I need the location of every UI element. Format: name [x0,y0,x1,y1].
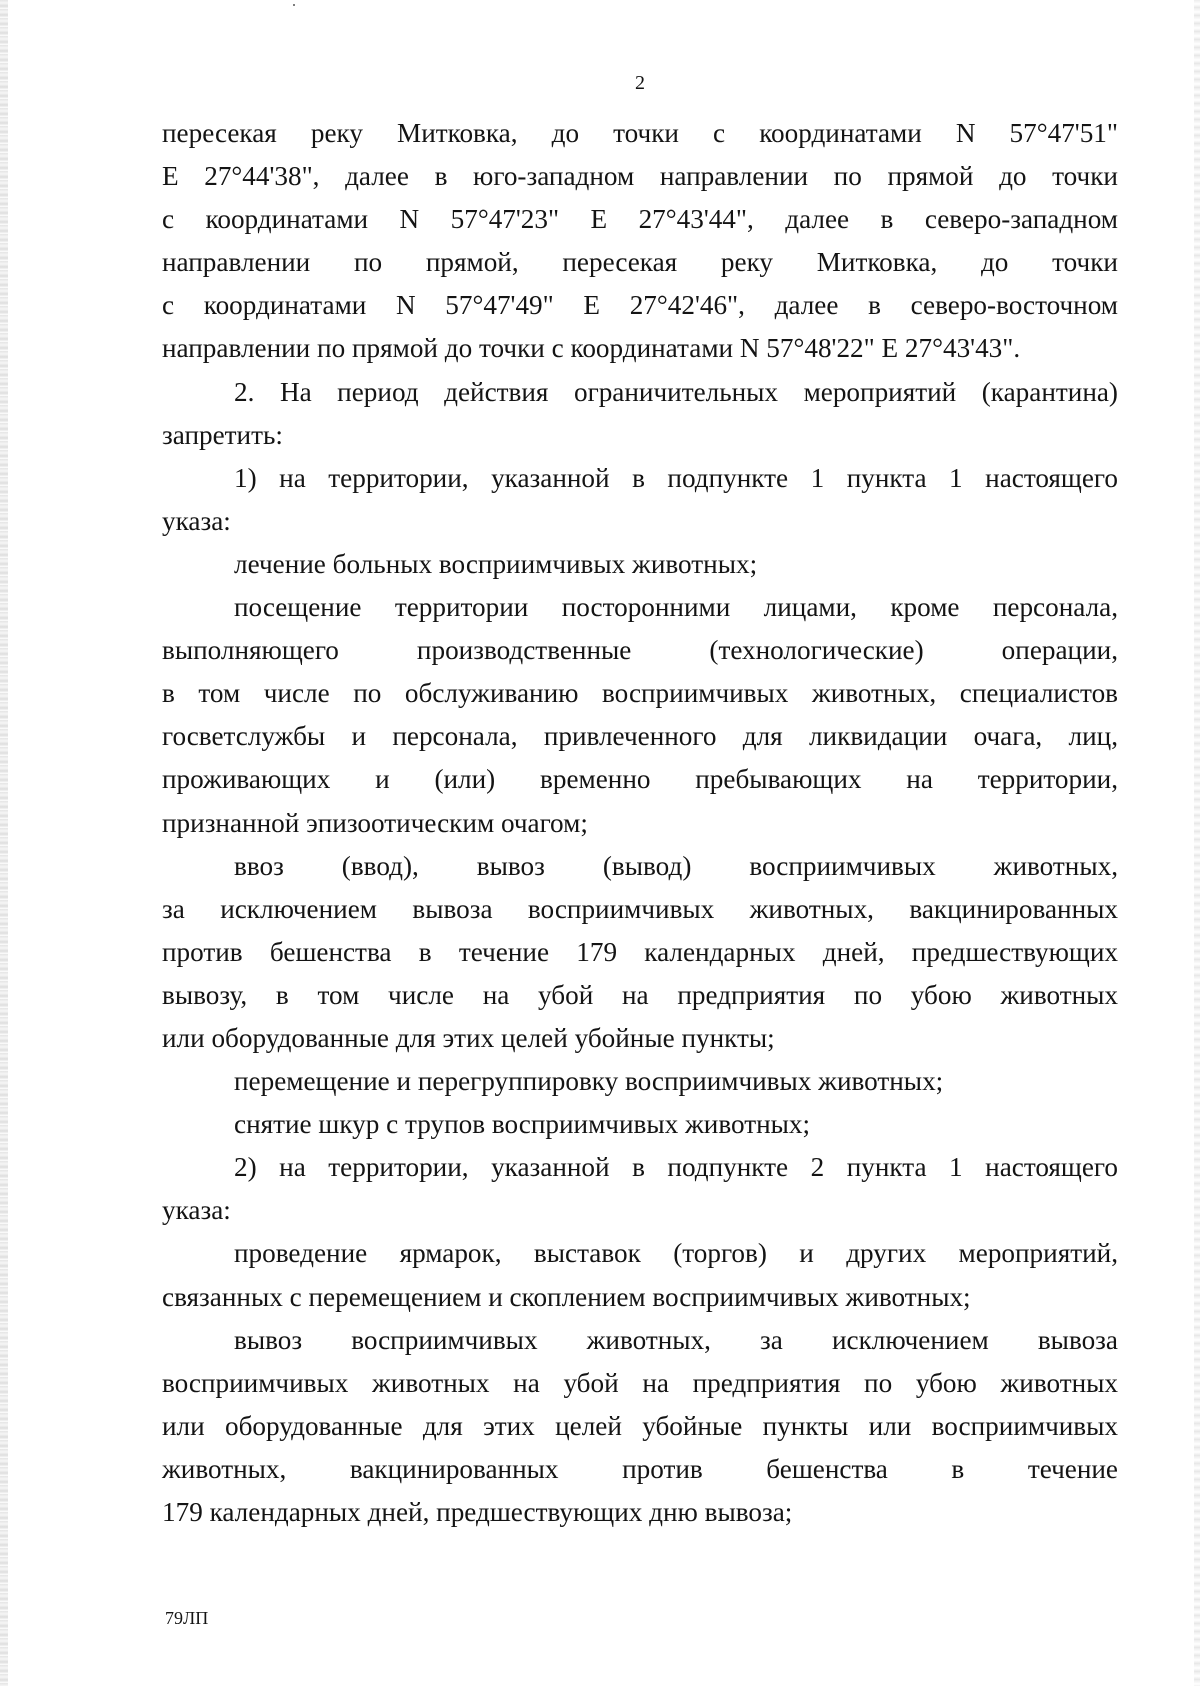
paragraph-line: указа: [162,505,231,536]
paragraph-line: с координатами N 57°47'49" E 27°42'46", далее в северо-восточном [162,290,1118,321]
document-code: 79ЛП [165,1608,209,1628]
paragraph-line: снятие шкур с трупов восприимчивых животных; [234,1109,811,1140]
paragraph-line: 2) на территории, указанной в подпункте 2 пункта 1 настоящего [234,1152,1118,1183]
paragraph-line: признанной эпизоотическим очагом; [162,807,588,838]
paragraph-line: пересекая реку Митковка, до точки с координатами N 57°47'51" [162,118,1118,148]
paragraph-line: проведение ярмарок, выставок (торгов) и других мероприятий, [234,1238,1118,1269]
paragraph-line: восприимчивых животных на убой на предприятия по убою животных [162,1367,1118,1398]
paragraph-line: животных, вакцинированных против бешенства в течение [162,1453,1118,1484]
paragraph-line: E 27°44'38", далее в юго-западном направлении по прямой до точки [162,161,1118,192]
paragraph-line: запретить: [162,419,283,450]
paragraph-line: выполняющего производственные (технологические) операции, [162,635,1118,666]
scan-edge-left [0,0,8,1686]
paragraph-line: 2. На период действия ограничительных мероприятий (карантина) [234,376,1118,407]
paragraph-line: направлении по прямой до точки с координатами N 57°48'22" E 27°43'43". [162,333,1021,364]
paragraph-line: проживающих и (или) временно пребывающих на территории, [162,764,1118,795]
paragraph-line: вывозу, в том числе на убой на предприятия по убою животных [162,979,1118,1010]
paragraph-line: посещение территории посторонними лицами, кроме персонала, [234,592,1118,623]
scan-edge-right [1194,0,1200,1686]
paragraph-line: направлении по прямой, пересекая реку Митковка, до точки [162,247,1118,278]
paragraph-line: или оборудованные для этих целей убойные пункты; [162,1022,775,1053]
paragraph-line: в том числе по обслуживанию восприимчивых животных, специалистов [162,678,1118,709]
paragraph-line: ввоз (ввод), вывоз (вывод) восприимчивых животных, [234,850,1118,881]
scan-speck [293,4,295,6]
paragraph-line: связанных с перемещением и скоплением восприимчивых животных; [162,1281,971,1312]
paragraph-line: госветслужбы и персонала, привлеченного для ликвидации очага, лиц, [162,721,1118,752]
paragraph-line: или оборудованные для этих целей убойные пункты или восприимчивых [162,1410,1118,1441]
document-body [162,112,1118,1534]
paragraph-line: против бешенства в течение 179 календарных дней, предшествующих [162,936,1118,967]
paragraph-line: вывоз восприимчивых животных, за исключением вывоза [234,1324,1118,1355]
paragraph-line: перемещение и перегруппировку восприимчивых животных; [234,1066,944,1097]
paragraph-line: 179 календарных дней, предшествующих дню вывоза; [162,1497,793,1527]
page-number: 2 [635,72,645,94]
paragraph-line: 1) на территории, указанной в подпункте 1 пункта 1 настоящего [234,462,1118,493]
paragraph-line: лечение больных восприимчивых животных; [234,548,758,579]
paragraph-line: указа: [162,1195,231,1226]
paragraph-line: с координатами N 57°47'23" E 27°43'44", далее в северо-западном [162,204,1118,235]
paragraph-line: за исключением вывоза восприимчивых животных, вакцинированных [162,893,1118,924]
